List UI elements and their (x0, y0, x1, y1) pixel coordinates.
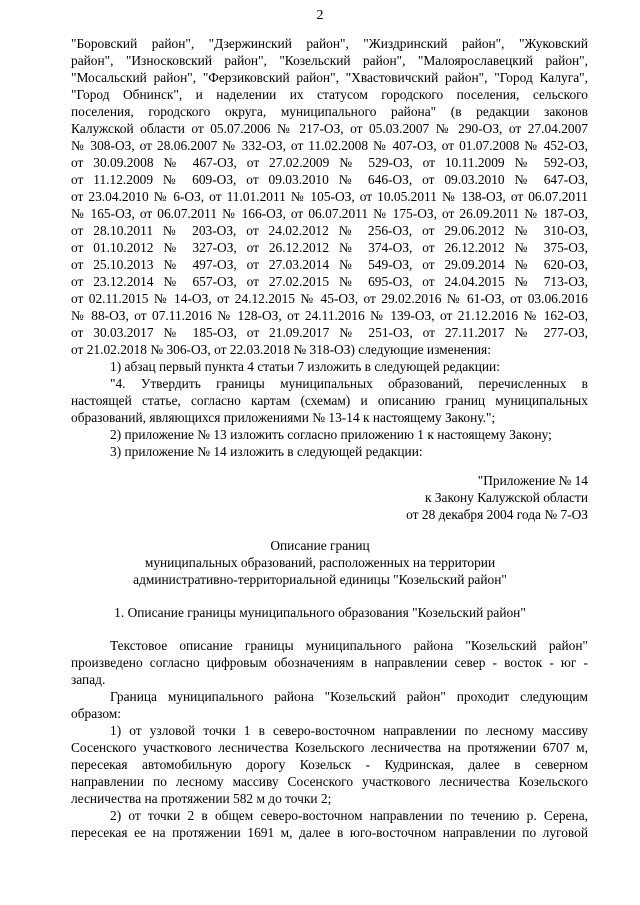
appendix-line: к Закону Калужской области (424, 490, 588, 505)
item-2: 2) приложение № 13 изложить согласно приложению 1 к настоящему Закону; (110, 427, 552, 442)
body-line: от 11.12.2009 № 609-ОЗ, от 09.03.2010 № 646-ОЗ, от 09.03.2010 № 647-ОЗ, (71, 172, 588, 187)
paragraph-line: 2) от точки 2 в общем северо-восточном направлении по течению р. Серена, (110, 808, 588, 823)
paragraph-line: Граница муниципального района "Козельский район" проходит следующим (110, 689, 588, 704)
item-1: 1) абзац первый пункта 4 статьи 7 изложить в следующей редакции: (110, 359, 500, 374)
body-line: "Мосальский район", "Ферзиковский район", "Хвастовичский район", "Город Калуга", (71, 70, 588, 85)
paragraph-line: пересекая ее на протяжении 1691 м, далее в юго-восточном направлении по луговой (71, 825, 588, 840)
paragraph-line: 1) от узловой точки 1 в северо-восточном направлении по лесному массиву (110, 723, 588, 738)
body-line: район", "Износковский район", "Козельский район", "Малоярославецкий район", (71, 53, 588, 68)
body-line: Калужской области от 05.07.2006 № 217-ОЗ, от 05.03.2007 № 290-ОЗ, от 27.04.2007 (71, 121, 588, 136)
body-line: от 23.12.2014 № 657-ОЗ, от 27.02.2015 № 695-ОЗ, от 24.04.2015 № 713-ОЗ, (71, 274, 588, 289)
body-line: от 23.04.2010 № 6-ОЗ, от 11.01.2011 № 105-ОЗ, от 10.05.2011 № 138-ОЗ, от 06.07.2011 (71, 189, 588, 204)
body-line: № 88-ОЗ, от 07.11.2016 № 128-ОЗ, от 24.11.2016 № 139-ОЗ, от 21.12.2016 № 162-ОЗ, (71, 308, 588, 323)
paragraph-line: Текстовое описание границы муниципального района "Козельский район" (110, 638, 588, 653)
body-line-end: от 21.02.2018 № 306-ОЗ, от 22.03.2018 № 318-ОЗ) следующие изменения: (71, 342, 491, 357)
title-line: административно-территориальной единицы "Козельский район" (133, 572, 507, 587)
body-line: поселения, городского округа, муниципального района" (в редакции законов (71, 104, 588, 119)
body-line: от 30.09.2008 № 467-ОЗ, от 27.02.2009 № 529-ОЗ, от 10.11.2009 № 592-ОЗ, (71, 155, 588, 170)
item-3: 3) приложение № 14 изложить в следующей редакции: (110, 444, 423, 459)
body-line: от 25.10.2013 № 497-ОЗ, от 27.03.2014 № 549-ОЗ, от 29.09.2014 № 620-ОЗ, (71, 257, 588, 272)
body-line: от 28.10.2011 № 203-ОЗ, от 24.02.2012 № 256-ОЗ, от 29.06.2012 № 310-ОЗ, (71, 223, 588, 238)
body-line: от 02.11.2015 № 14-ОЗ, от 24.12.2015 № 45-ОЗ, от 29.02.2016 № 61-ОЗ, от 03.06.2016 (71, 291, 588, 306)
body-line: "Боровский район", "Дзержинский район", "Жиздринский район", "Жуковский (71, 36, 588, 51)
section-heading: 1. Описание границы муниципального образования "Козельский район" (114, 605, 526, 620)
quote-line: настоящей статье, согласно картам (схемам) и описанию границ муниципальных (71, 393, 588, 408)
paragraph-line: направлении по лесному массиву Сосенского участкового лесничества Козельского (71, 774, 588, 789)
body-line: от 30.03.2017 № 185-ОЗ, от 21.09.2017 № 251-ОЗ, от 27.11.2017 № 277-ОЗ, (71, 325, 588, 340)
body-line: от 01.10.2012 № 327-ОЗ, от 26.12.2012 № 374-ОЗ, от 26.12.2012 № 375-ОЗ, (71, 240, 588, 255)
quote-line: "4. Утвердить границы муниципальных образований, перечисленных в (110, 376, 588, 391)
title-line: муниципальных образований, расположенных на территории (144, 555, 496, 570)
body-line: "Город Обнинск", и наделении их статусом городского поселения, сельского (71, 87, 588, 102)
paragraph-line-end: лесничества на протяжении 582 м до точки 2; (71, 791, 332, 806)
appendix-line: от 28 декабря 2004 года № 7-ОЗ (406, 507, 588, 522)
quote-line-end: образований, являющихся приложениями № 13-14 к настоящему Закону."; (71, 410, 496, 425)
body-line: № 308-ОЗ, от 28.06.2007 № 332-ОЗ, от 11.02.2008 № 407-ОЗ, от 01.07.2008 № 452-ОЗ, (71, 138, 588, 153)
title-line: Описание границ (270, 538, 370, 553)
paragraph-line: пересекая автомобильную дорогу Козельск - Кудринская, далее в северном (71, 757, 588, 772)
body-line: № 165-ОЗ, от 06.07.2011 № 166-ОЗ, от 06.07.2011 № 175-ОЗ, от 26.09.2011 № 187-ОЗ, (71, 206, 588, 221)
paragraph-line: произведено согласно цифровым обозначениям в направлении север - восток - юг - (71, 655, 588, 670)
paragraph-line: Сосенского участкового лесничества Козельского лесничества на протяжении 6707 м, (71, 740, 588, 755)
paragraph-line-end: запад. (71, 672, 106, 687)
page-number: 2 (316, 8, 324, 23)
paragraph-line-end: образом: (71, 706, 121, 721)
appendix-line: "Приложение № 14 (477, 473, 588, 488)
